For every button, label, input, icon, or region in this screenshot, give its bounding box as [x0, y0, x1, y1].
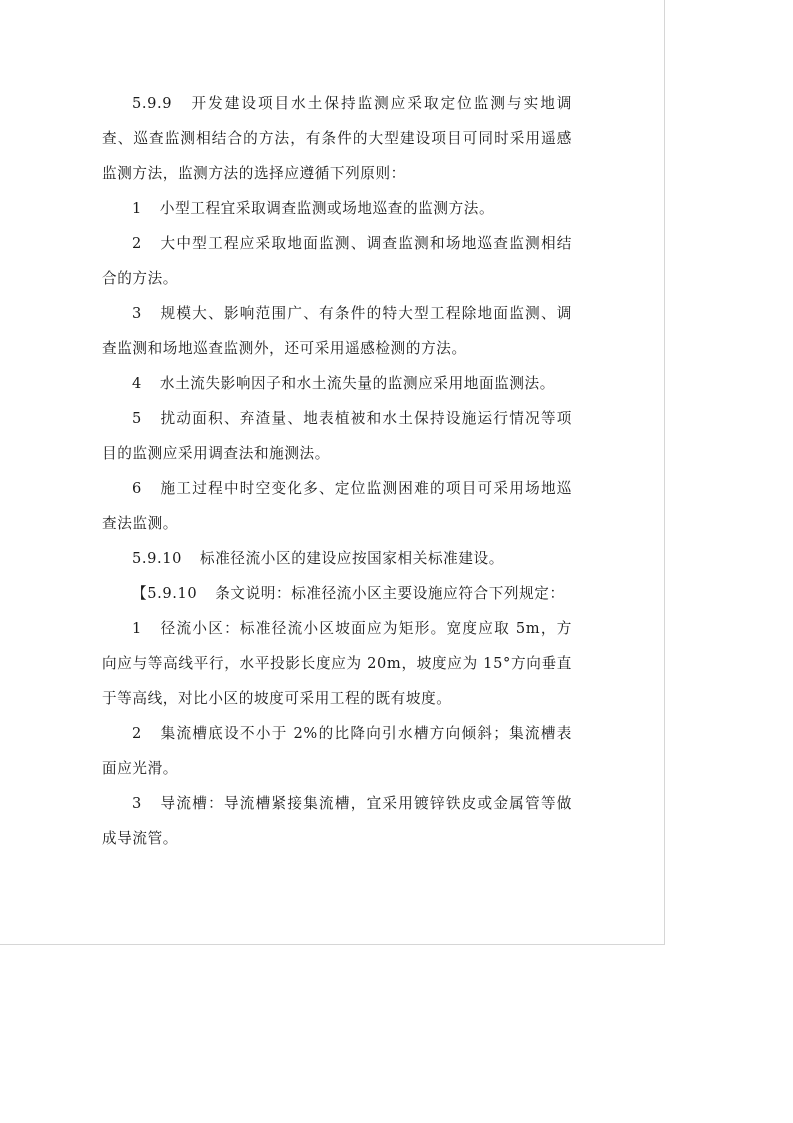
text-line — [102, 366, 572, 401]
text-line — [102, 681, 572, 716]
item-number: 2 — [132, 725, 142, 742]
text-line — [102, 121, 572, 156]
clause-number: 5.9.10 — [132, 550, 183, 567]
line-text: 大中型工程应采取地面监测、调查监测和场地巡查监测相结 — [159, 235, 572, 252]
line-text: 向应与等高线平行，水平投影长度应为 20m，坡度应为 15°方向垂直 — [102, 655, 572, 672]
item-number: 2 — [132, 235, 142, 252]
line-text: 标准径流小区的建设应按国家相关标准建设。 — [200, 550, 504, 567]
text-line — [102, 716, 572, 751]
text-line — [102, 156, 572, 191]
text-line — [102, 86, 572, 121]
line-text: 水土流失影响因子和水土流失量的监测应采用地面监测法。 — [159, 375, 555, 392]
text-line — [102, 226, 572, 261]
line-text: 扰动面积、弃渣量、地表植被和水土保持设施运行情况等项 — [159, 410, 572, 427]
text-line — [102, 611, 572, 646]
line-text: 施工过程中时空变化多、定位监测困难的项目可采用场地巡 — [159, 480, 572, 497]
line-text: 集流槽底设不小于 2%的比降向引水槽方向倾斜；集流槽表 — [159, 725, 572, 742]
document-body — [102, 86, 572, 856]
clause-number: 5.9.9 — [132, 95, 173, 112]
line-text: 成导流管。 — [102, 830, 178, 847]
item-number: 1 — [132, 620, 142, 637]
text-line — [102, 786, 572, 821]
item-number: 6 — [132, 480, 142, 497]
line-text: 合的方法。 — [102, 270, 178, 287]
line-text: 开发建设项目水土保持监测应采取定位监测与实地调 — [190, 95, 572, 112]
line-text: 目的监测应采用调查法和施测法。 — [102, 445, 330, 462]
text-line — [102, 576, 572, 611]
line-text: 条文说明：标准径流小区主要设施应符合下列规定： — [215, 585, 565, 602]
text-line — [102, 401, 572, 436]
item-number: 4 — [132, 375, 142, 392]
text-line — [102, 296, 572, 331]
line-text: 查、巡查监测相结合的方法，有条件的大型建设项目可同时采用遥感 — [102, 130, 572, 147]
text-line — [102, 436, 572, 471]
item-number: 3 — [132, 305, 142, 322]
text-line — [102, 261, 572, 296]
item-number: 5 — [132, 410, 142, 427]
item-number: 3 — [132, 795, 142, 812]
text-line — [102, 541, 572, 576]
line-text: 于等高线，对比小区的坡度可采用工程的既有坡度。 — [102, 690, 452, 707]
line-text: 规模大、影响范围广、有条件的特大型工程除地面监测、调 — [159, 305, 572, 322]
text-line — [102, 506, 572, 541]
line-text: 查监测和场地巡查监测外，还可采用遥感检测的方法。 — [102, 340, 467, 357]
clause-number: 【5.9.10 — [132, 585, 198, 602]
text-line — [102, 191, 572, 226]
line-text: 小型工程宜采取调查监测或场地巡查的监测方法。 — [159, 200, 495, 217]
text-line — [102, 821, 572, 856]
text-line — [102, 331, 572, 366]
item-number: 1 — [132, 200, 142, 217]
line-text: 面应光滑。 — [102, 760, 178, 777]
line-text: 径流小区：标准径流小区坡面应为矩形。宽度应取 5m，方 — [159, 620, 572, 637]
text-line — [102, 646, 572, 681]
text-line — [102, 471, 572, 506]
line-text: 查法监测。 — [102, 515, 178, 532]
line-text: 导流槽：导流槽紧接集流槽，宜采用镀锌铁皮或金属管等做 — [159, 795, 572, 812]
text-line — [102, 751, 572, 786]
line-text: 监测方法，监测方法的选择应遵循下列原则： — [102, 165, 406, 182]
